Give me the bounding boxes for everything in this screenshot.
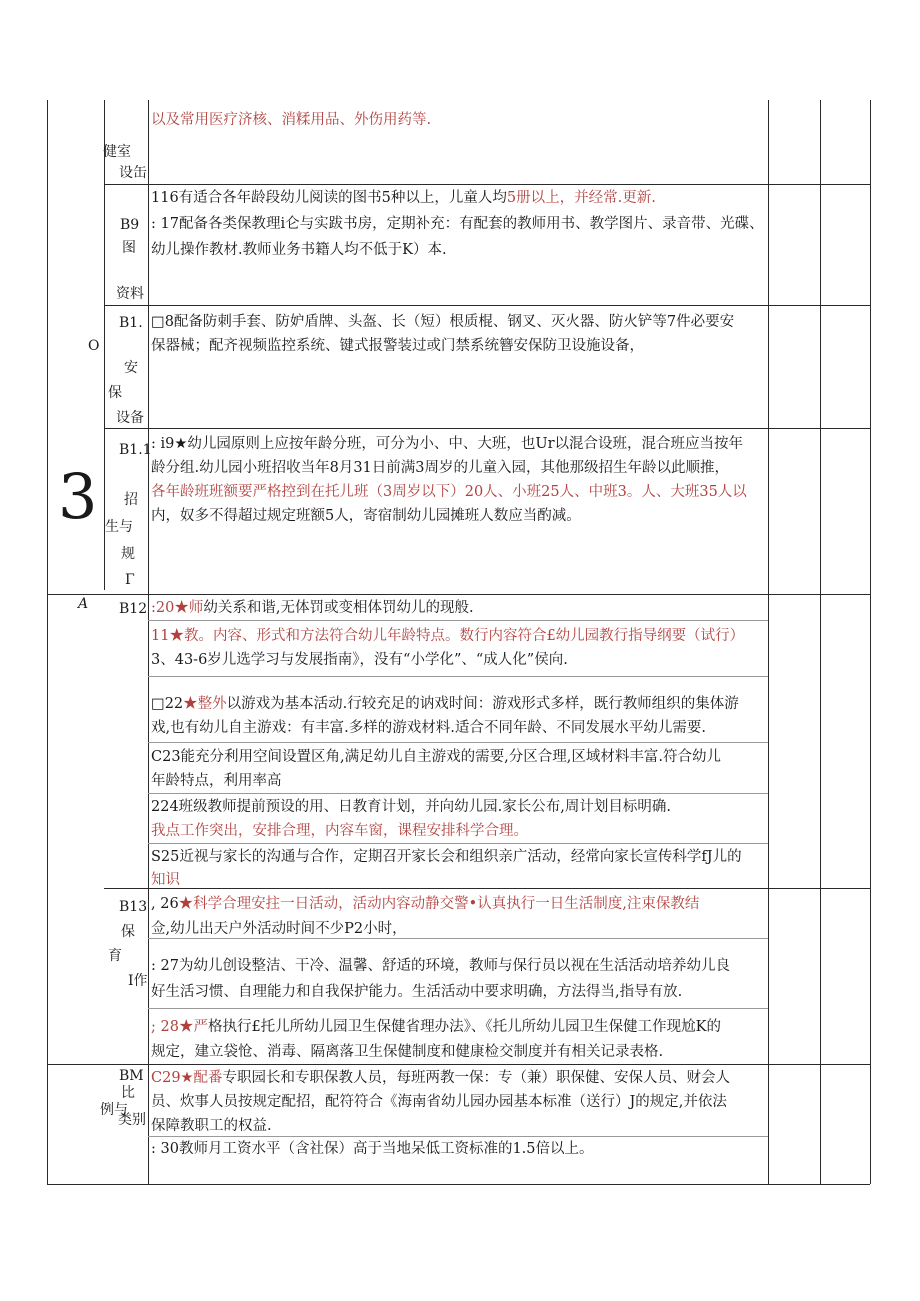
row-18-line-1: □8配备防刺手套、防妒盾牌、头盔、长（短）根质棍、钢叉、灭火器、防火铲等7件必要安 <box>151 314 735 330</box>
grid-hline-1 <box>104 184 870 185</box>
row-21-line-1: 11★教。内容、形式和方法符合幼儿年龄特点。数行内容符合£幼儿园教行指导纲要（试行） <box>151 628 745 644</box>
grid-hline-5 <box>148 620 768 621</box>
label-b1-name-3: 设备 <box>116 410 144 426</box>
section-letter-a: A <box>78 596 89 612</box>
row-116-line-1 <box>151 186 656 210</box>
grid-hline-bottom <box>47 1184 870 1185</box>
row-28-line-1 <box>151 1015 721 1039</box>
row-22-num: □22 <box>151 696 184 712</box>
row-24-line-1: 224班级教师提前预设的用、日教育计划，并向幼儿园.家长公布,周计划目标明确. <box>151 799 672 815</box>
row-25-num: S25 <box>151 849 180 865</box>
row-20-text: 幼关系和谐,无体罚或变相体罚幼儿的现般. <box>203 600 474 616</box>
label-b13-name-2: 育 <box>108 948 122 964</box>
grid-vline-content-right <box>768 100 769 1184</box>
row-23-line-1 <box>151 745 721 769</box>
label-b11-name-1: 招 <box>124 492 138 508</box>
row-22-text: 以游戏为基本活动.行较充足的讷戏时间：游戏形式多样，既行教师组织的集体游 <box>226 696 739 712</box>
row-29-star: ★配番 <box>180 1070 223 1086</box>
label-b11-name-3: 规 <box>121 546 135 562</box>
row-29-text: 专职园长和专职保教人员，每班两教一保：专（兼）职保健、安保人员、财会人 <box>222 1070 731 1086</box>
row-17-line-2: 幼儿操作教材.教师业务书籍人均不低于K）本. <box>151 242 447 258</box>
row-18-line-2: 保器械；配齐视频监控系统、键式报警装过或门禁系统簪安保防卫设施设备， <box>151 338 644 354</box>
label-b12-code: B12 <box>119 601 148 617</box>
label-b13-name-1: 保 <box>121 924 135 940</box>
row-23-text: 能充分利用空间设置区角,满足幼儿自主游戏的需要,分区合理,区域材料丰富.符合幼儿 <box>180 749 721 765</box>
row-17-line-1: : 17配备各类保教理i仑与实跋书房，定期补充：有配套的教师用书、教学图片、录音带、光碟、 <box>151 216 764 232</box>
row-29-num: C29 <box>151 1070 181 1086</box>
row-25-line-1 <box>151 845 742 869</box>
row-28-num: ; 28 <box>151 1019 179 1035</box>
row-22-line-1 <box>151 692 739 716</box>
label-b1-code: B1. <box>119 315 143 331</box>
row-23-line-2: 年龄特点，利用率高 <box>151 773 282 789</box>
row-19-line-1: : i9★幼儿园原则上应按年龄分班，可分为小、中、大班，也Ur以混合设班，混合班应当按年 <box>151 436 744 452</box>
row-25-line-2: 知识 <box>151 872 180 888</box>
row-29-line-3: 保障教职工的权益. <box>151 1118 272 1134</box>
label-bm-name-1: 比 <box>121 1085 135 1101</box>
label-health-2: 设缶 <box>119 165 147 181</box>
grid-hline-9 <box>148 843 768 844</box>
row-27-line-2: 好生活习惯、自理能力和自我保护能力。生活活动中要求明确，方法得当,指导有放. <box>151 984 683 1000</box>
row-23-num: C23 <box>151 749 181 765</box>
label-b13-name-3: I作 <box>128 973 148 989</box>
row-30-line-1: : 30教师月工资水平（含社保）高于当地呆低工资标准的1.5倍以上。 <box>151 1141 594 1157</box>
row-19-line-4: 内，奴多不得超过规定班额5人，寄宿制幼儿园摊班人数应当酌减。 <box>151 508 581 524</box>
label-b9-name-1: 图 <box>122 240 136 256</box>
grid-hline-13 <box>47 1064 870 1065</box>
row-116-text: 116有适合各年龄段幼儿阅读的图书5种以上，儿童人均 <box>151 190 507 206</box>
grid-hline-10 <box>104 888 870 889</box>
label-b11-name-2: 生与 <box>105 519 133 535</box>
row-116-highlight: 5册以上，并经常.更新. <box>506 190 656 206</box>
label-health-1: 健室 <box>103 144 131 160</box>
label-bm-code: BM <box>119 1068 144 1084</box>
grid-hline-4 <box>47 594 870 595</box>
row-26-num: , 26 <box>151 896 179 912</box>
row-24-line-2: 我点工作突出，安排合理，内容车窗，课程安排科学合理。 <box>151 823 528 839</box>
grid-vline-item <box>148 100 149 1184</box>
label-b11-name-4: Γ <box>125 572 135 588</box>
grid-hline-12 <box>148 1008 768 1009</box>
row-20-star: :20★师 <box>151 600 204 616</box>
row-22-line-2: 戏,也有幼儿自主游戏：有丰富.多样的游戏材料.适合不同年龄、不同发展水平幼儿需要. <box>151 720 706 736</box>
row-28-star: ★严 <box>178 1019 208 1035</box>
grid-hline-8 <box>148 793 768 794</box>
label-b13-code: B13 <box>119 899 148 915</box>
label-b11-code: B1.1 <box>119 442 152 458</box>
label-b1-name-1: 安 <box>124 360 138 376</box>
row-21-line-2: 3、43-6岁儿选学习与发展指南》，没有“小学化”、“成人化”侯向. <box>151 652 568 668</box>
row-19-line-2: 龄分组.幼儿园小班招收当年8月31日前满3周岁的儿童入园，其他那级招生年龄以此顺推， <box>151 460 730 476</box>
row-26-line-2: 佥,幼儿出天户外活动时间不少P2小时， <box>151 921 407 937</box>
row-28-text: 格执行£托儿所幼儿园卫生保健省理办法》、《托儿所幼儿园卫生保健工作现尬K的 <box>207 1019 722 1035</box>
grid-vline-outer-left <box>47 100 48 1184</box>
row-25-text: 近视与家长的沟通与合作，定期召开家长会和组织亲广活动，经常向家长宣传科学fJ儿的 <box>179 849 742 865</box>
label-b9-code: B9 <box>120 217 140 233</box>
label-b9-name-2: 资料 <box>116 286 144 302</box>
row-0-line-1: 以及常用医疗济核、消糅用品、外伤用药等. <box>151 112 432 128</box>
section-letter-o: O <box>88 338 100 354</box>
grid-vline-score <box>820 100 821 1184</box>
label-bm-name-3: 类别 <box>118 1112 146 1128</box>
row-26-line-1 <box>151 892 699 916</box>
grid-hline-6 <box>148 676 768 677</box>
row-27-line-1: : 27为幼儿创设整洁、干冷、温馨、舒适的环境，教师与保行员以视在生活活动培养幼儿良 <box>151 958 730 974</box>
row-22-star: ★整外 <box>183 696 227 712</box>
row-29-line-2: 员、炊事人员按规定配招，配符符合《海南省幼儿园办园基本标准（送行）J的规定,并依法 <box>151 1094 727 1110</box>
grid-hline-2 <box>104 305 870 306</box>
grid-hline-3 <box>104 428 870 429</box>
row-26-star: ★科 <box>178 896 208 912</box>
row-28-line-2: 规定，建立袋怆、消毒、隔离落卫生保健制度和健康检交制度并有相关记录表格. <box>151 1044 664 1060</box>
label-bm-name-2: 例与 <box>100 1102 128 1118</box>
row-19-line-3: 各年龄班班额要严格控到在托儿班（3周岁以下）20人、小班25人、中班3。人、大班35人以 <box>151 484 747 500</box>
row-29-line-1 <box>151 1066 730 1090</box>
row-26-text: 学合理安拄一日活动，活动内容动静交警•认真执行一日生活制度,注束保教结 <box>207 896 700 912</box>
section-number: 3 <box>58 460 98 533</box>
label-b1-name-2: 保 <box>108 385 122 401</box>
grid-hline-7 <box>148 742 768 743</box>
row-20-line-1 <box>151 596 474 620</box>
grid-vline-outer-right <box>870 100 871 1184</box>
